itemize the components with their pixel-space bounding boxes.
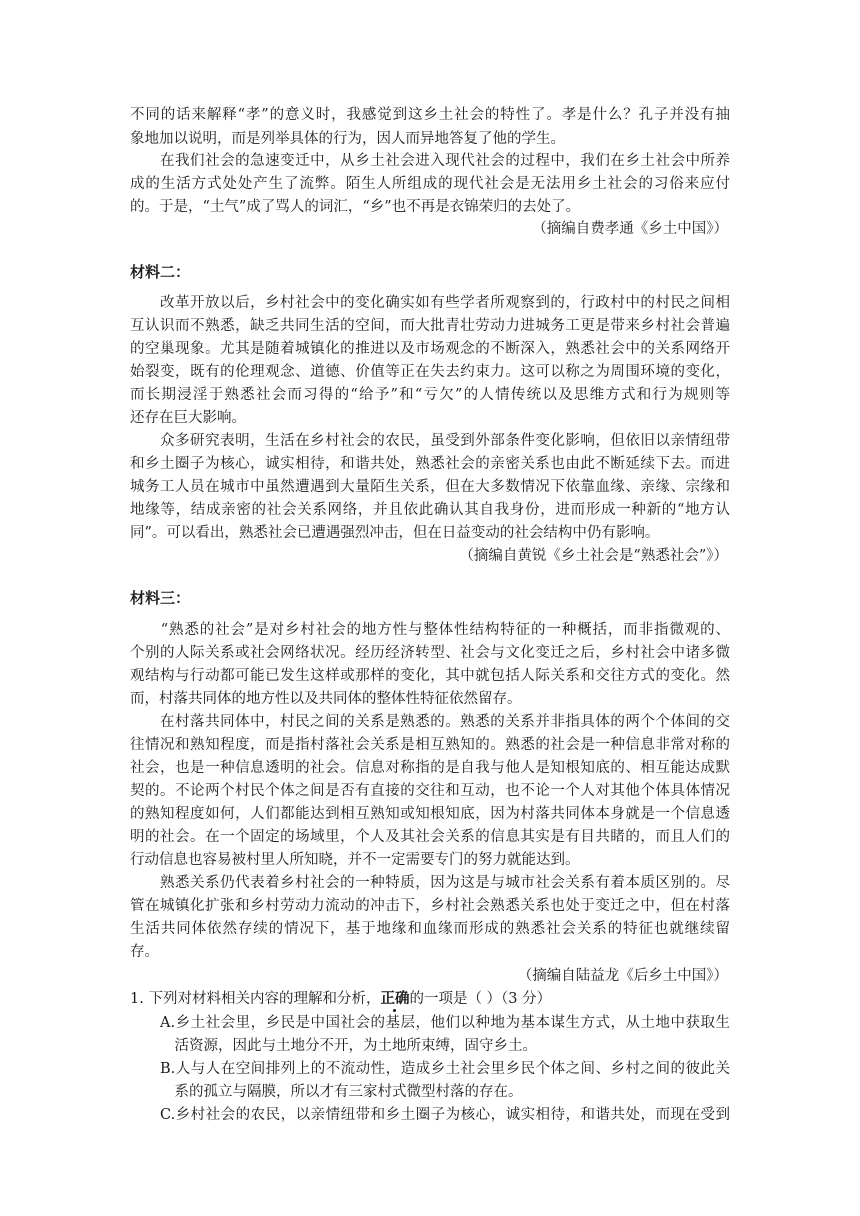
material2-heading: 材料二： (130, 263, 191, 281)
material2-line: 城务工人员在城市中虽然遭遇到大量陌生关系，但在大多数情况下依靠血缘、亲缘、宗缘和 (130, 479, 730, 495)
material1-line: 象地加以说明，而是列举具体的行为，因人而异地答复了他的学生。 (130, 131, 565, 147)
question-1-stem (130, 989, 551, 1009)
question-1-suffix: 的一项是（ ）（3 分） (409, 991, 552, 1007)
material3-line: 的熟知程度如何，人们都能达到相互熟知或知根知底，因为村落共同体本身就是一个信息透 (130, 806, 730, 822)
material1-line: 成的生活方式处处产生了流弊。陌生人所组成的现代社会是无法用乡土社会的习俗来应付 (130, 176, 730, 192)
material3-line: 行动信息也容易被村里人所知晓，并不一定需要专门的努力就能达到。 (130, 852, 580, 868)
option-c[interactable]: C.乡村社会的农民，以亲情纽带和乡土圈子为核心，诚实相待，和谐共处，而现在受到 (160, 1107, 730, 1123)
question-1-prefix: 1. 下列对材料相关内容的理解和分析， (130, 991, 381, 1007)
material3-line: 生活共同体依然存续的情况下，基于地缘和血缘而形成的熟悉社会关系的特征也就继续留 (130, 921, 730, 937)
material2-source: （摘编自黄锐《乡土社会是“熟悉社会”》） (459, 548, 728, 564)
material2-line: 还存在巨大影响。 (130, 410, 246, 426)
material3-line: 个别的人际关系或社会网络状况。经历经济转型、社会与文化变迁之后，乡村社会中诸多微 (130, 645, 730, 661)
material2-line: 而长期浸淫于熟悉社会而习得的“给予”和“亏欠”的人情传统以及思维方式和行为规则等 (130, 387, 730, 403)
material3-line: 契的。不论两个村民个体之间是否有直接的交往和互动，也不论一个人对其他个体具体情况 (130, 783, 730, 799)
material2-line: 同”。可以看出，熟悉社会已遭遇强烈冲击，但在日益变动的社会结构中仍有影响。 (130, 525, 660, 541)
material2-line: 互认识而不熟悉，缺乏共同生活的空间，而大批青壮劳动力进城务工更是带来乡村社会普遍 (130, 318, 730, 334)
material3-line: “熟悉的社会”是对乡村社会的地方性与整体性结构特征的一种概括，而非指微观的、 (130, 622, 730, 638)
material2-line: 地缘等，结成亲密的社会关系网络，并且依此确认其自我身份，进而形成一种新的“地方认 (130, 502, 730, 518)
material3-line: 在村落共同体中，村民之间的关系是熟悉的。熟悉的关系并非指具体的两个个体间的交 (130, 714, 730, 730)
material3-line: 熟悉关系仍代表着乡村社会的一种特质，因为这是与城市社会关系有着本质区别的。尽 (130, 875, 730, 891)
material1-line: 在我们社会的急速变迁中，从乡土社会进入现代社会的过程中，我们在乡土社会中所养 (130, 153, 730, 169)
material2-line: 的空巢现象。尤其是随着城镇化的推进以及市场观念的不断深入，熟悉社会中的关系网络开 (130, 341, 730, 357)
material3-source: （摘编自陆益龙《后乡土中国》） (517, 968, 728, 984)
material3-line: 社会，也是一种信息透明的社会。信息对称指的是自我与他人是知根知底的、相互能达成默 (130, 760, 730, 776)
option-b-continued: 系的孤立与隔膜，所以才有三家村式微型村落的存在。 (160, 1084, 523, 1100)
material1-source: （摘编自费孝通《乡土中国》） (532, 221, 728, 237)
material2-line: 众多研究表明，生活在乡村社会的农民，虽受到外部条件变化影响，但依旧以亲情纽带 (130, 433, 730, 449)
material3-line: 明的社会。在一个固定的场域里，个人及其社会关系的信息其实是有目共睹的，而且人们的 (130, 829, 730, 845)
material3-line: 而，村落共同体的地方性以及共同体的整体性特征依然留存。 (130, 691, 522, 707)
material3-line: 观结构与行动都可能已发生这样或那样的变化，其中就包括人际关系和交往方式的变化。然 (130, 668, 730, 684)
option-b[interactable]: B.人与人在空间排列上的不流动性，造成乡土社会里乡民个体之间、乡村之间的彼此关 (160, 1061, 730, 1077)
material2-line: 改革开放以后，乡村社会中的变化确实如有些学者所观察到的，行政村中的村民之间相 (130, 295, 730, 311)
option-a[interactable]: A.乡土社会里，乡民是中国社会的基层，他们以种地为基本谋生方式，从土地中获取生 (160, 1015, 730, 1031)
material2-line: 和乡土圈子为核心，诚实相待，和谐共处，熟悉社会的亲密关系也由此不断延续下去。而进 (130, 456, 730, 472)
material3-heading: 材料三： (130, 589, 191, 607)
question-1-emphasis: 正确 (380, 990, 410, 1007)
material2-line: 始裂变，既有的伦理观念、道德、价值等正在失去约束力。这可以称之为周围环境的变化， (130, 364, 730, 380)
material3-line: 往情况和熟知程度，而是指村落社会关系是相互熟知的。熟悉的社会是一种信息非常对称的 (130, 737, 730, 753)
material1-line: 的。于是，“土气”成了骂人的词汇，“乡”也不再是衣锦荣归的去处了。 (130, 199, 581, 215)
material3-line: 管在城镇化扩张和乡村劳动力流动的冲击下，乡村社会熟悉关系也处于变迁之中，但在村落 (130, 898, 730, 914)
option-a-continued: 活资源，因此与土地分不开，为土地所束缚，固守乡土。 (160, 1038, 537, 1054)
material1-line: 不同的话来解释“孝”的意义时，我感觉到这乡土社会的特性了。孝是什么？孔子并没有抽 (130, 107, 730, 123)
material3-line: 存。 (130, 944, 159, 960)
